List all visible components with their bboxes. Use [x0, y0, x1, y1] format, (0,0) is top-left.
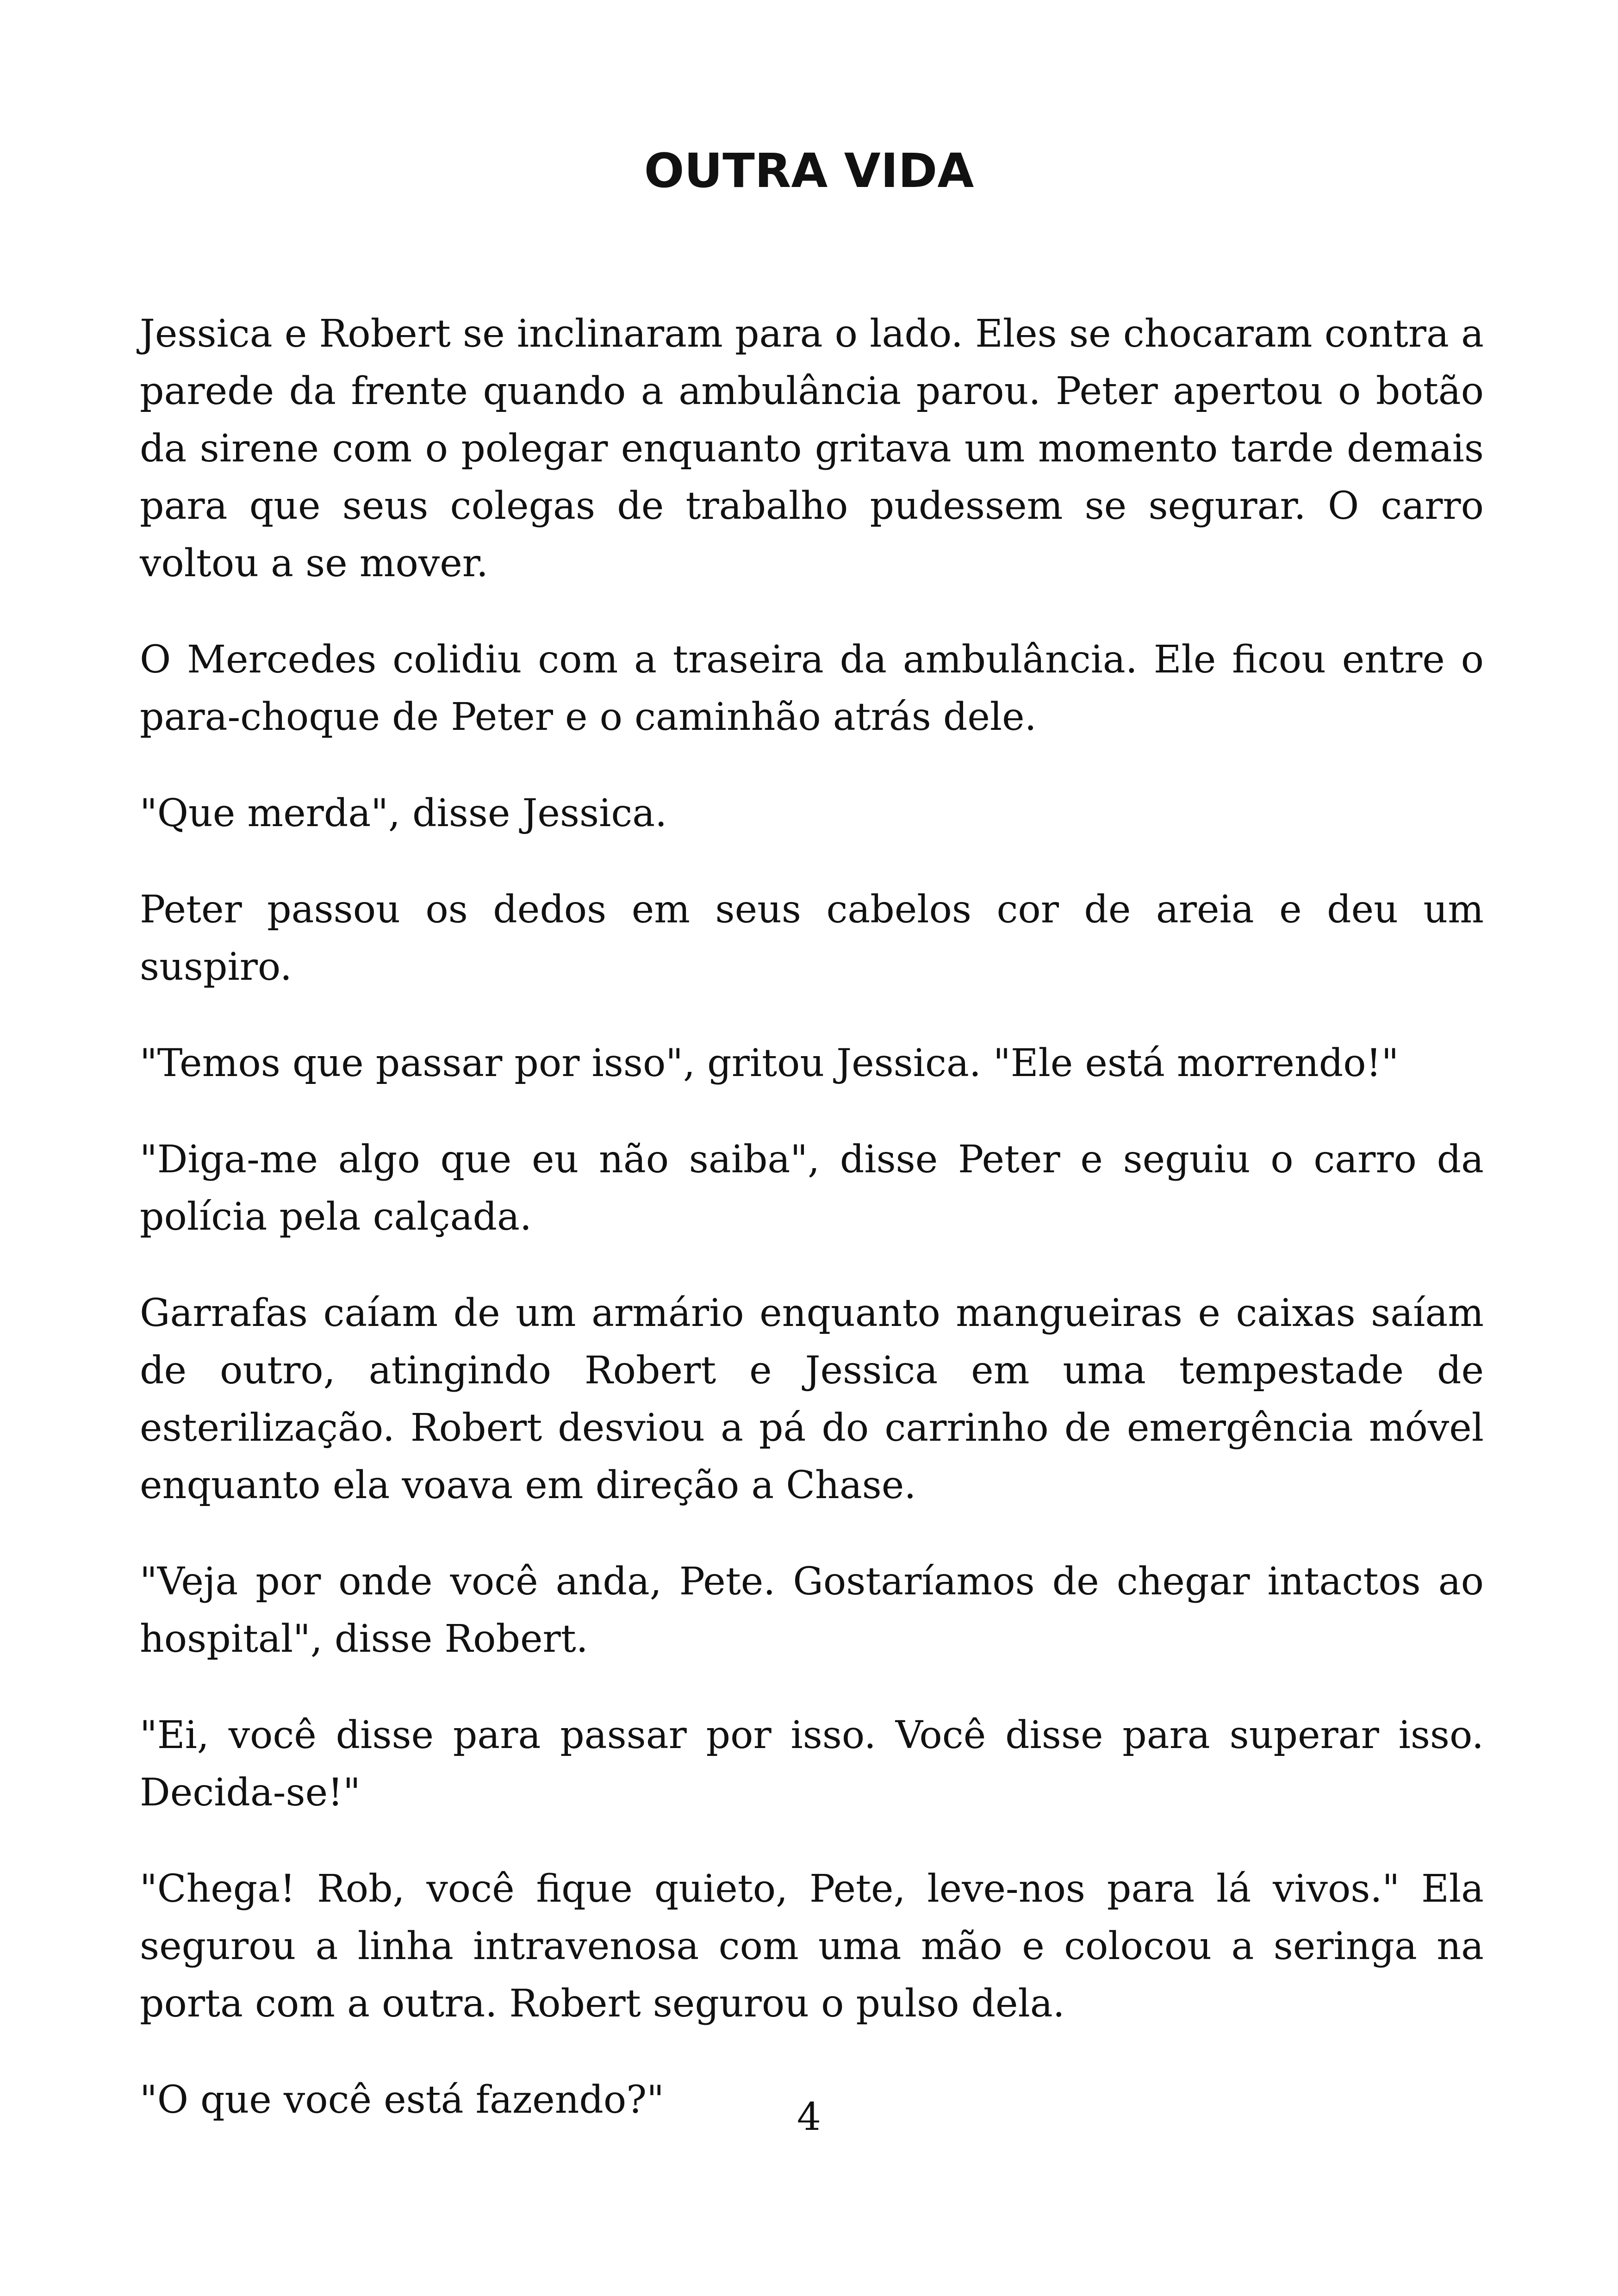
page-number: 4 [797, 2095, 821, 2139]
paragraph: "Diga-me algo que eu não saiba", disse Peter e seguiu o carro da polícia pela calçada. [140, 1138, 1484, 1239]
paragraph: "Que merda", disse Jessica. [140, 791, 667, 835]
paragraph: "Ei, você disse para passar por isso. Você disse para superar isso. Decida-se!" [140, 1713, 1484, 1815]
body-text [140, 305, 1484, 2168]
paragraph: Garrafas caíam de um armário enquanto mangueiras e caixas saíam de outro, atingindo Robert e Jessica em uma tempestade de esterilização. Robert desviou a pá do carrinho de emergência móvel enquanto ela voava em direção a Chase. [140, 1291, 1484, 1507]
paragraph: "O que você está fazendo?" [140, 2078, 664, 2122]
paragraph: Peter passou os dedos em seus cabelos cor de areia e deu um suspiro. [140, 888, 1484, 989]
paragraph: "Chega! Rob, você fique quieto, Pete, leve-nos para lá vivos." Ela segurou a linha intravenosa com uma mão e colocou a seringa na porta com a outra. Robert segurou o pulso dela. [140, 1867, 1484, 2026]
paragraph: O Mercedes colidiu com a traseira da ambulância. Ele ficou entre o para-choque de Peter e o caminhão atrás dele. [140, 638, 1484, 739]
chapter-title: OUTRA VIDA [644, 143, 974, 199]
paragraph: Jessica e Robert se inclinaram para o lado. Eles se chocaram contra a parede da frente quando a ambulância parou. Peter apertou o botão da sirene com o polegar enquanto gritava um momento tarde demais para que seus colegas de trabalho pudessem se segurar. O carro voltou a se mover. [140, 312, 1484, 585]
paragraph: "Temos que passar por isso", gritou Jessica. "Ele está morrendo!" [140, 1041, 1399, 1085]
paragraph: "Veja por onde você anda, Pete. Gostaríamos de chegar intactos ao hospital", disse Robert. [140, 1560, 1484, 1661]
